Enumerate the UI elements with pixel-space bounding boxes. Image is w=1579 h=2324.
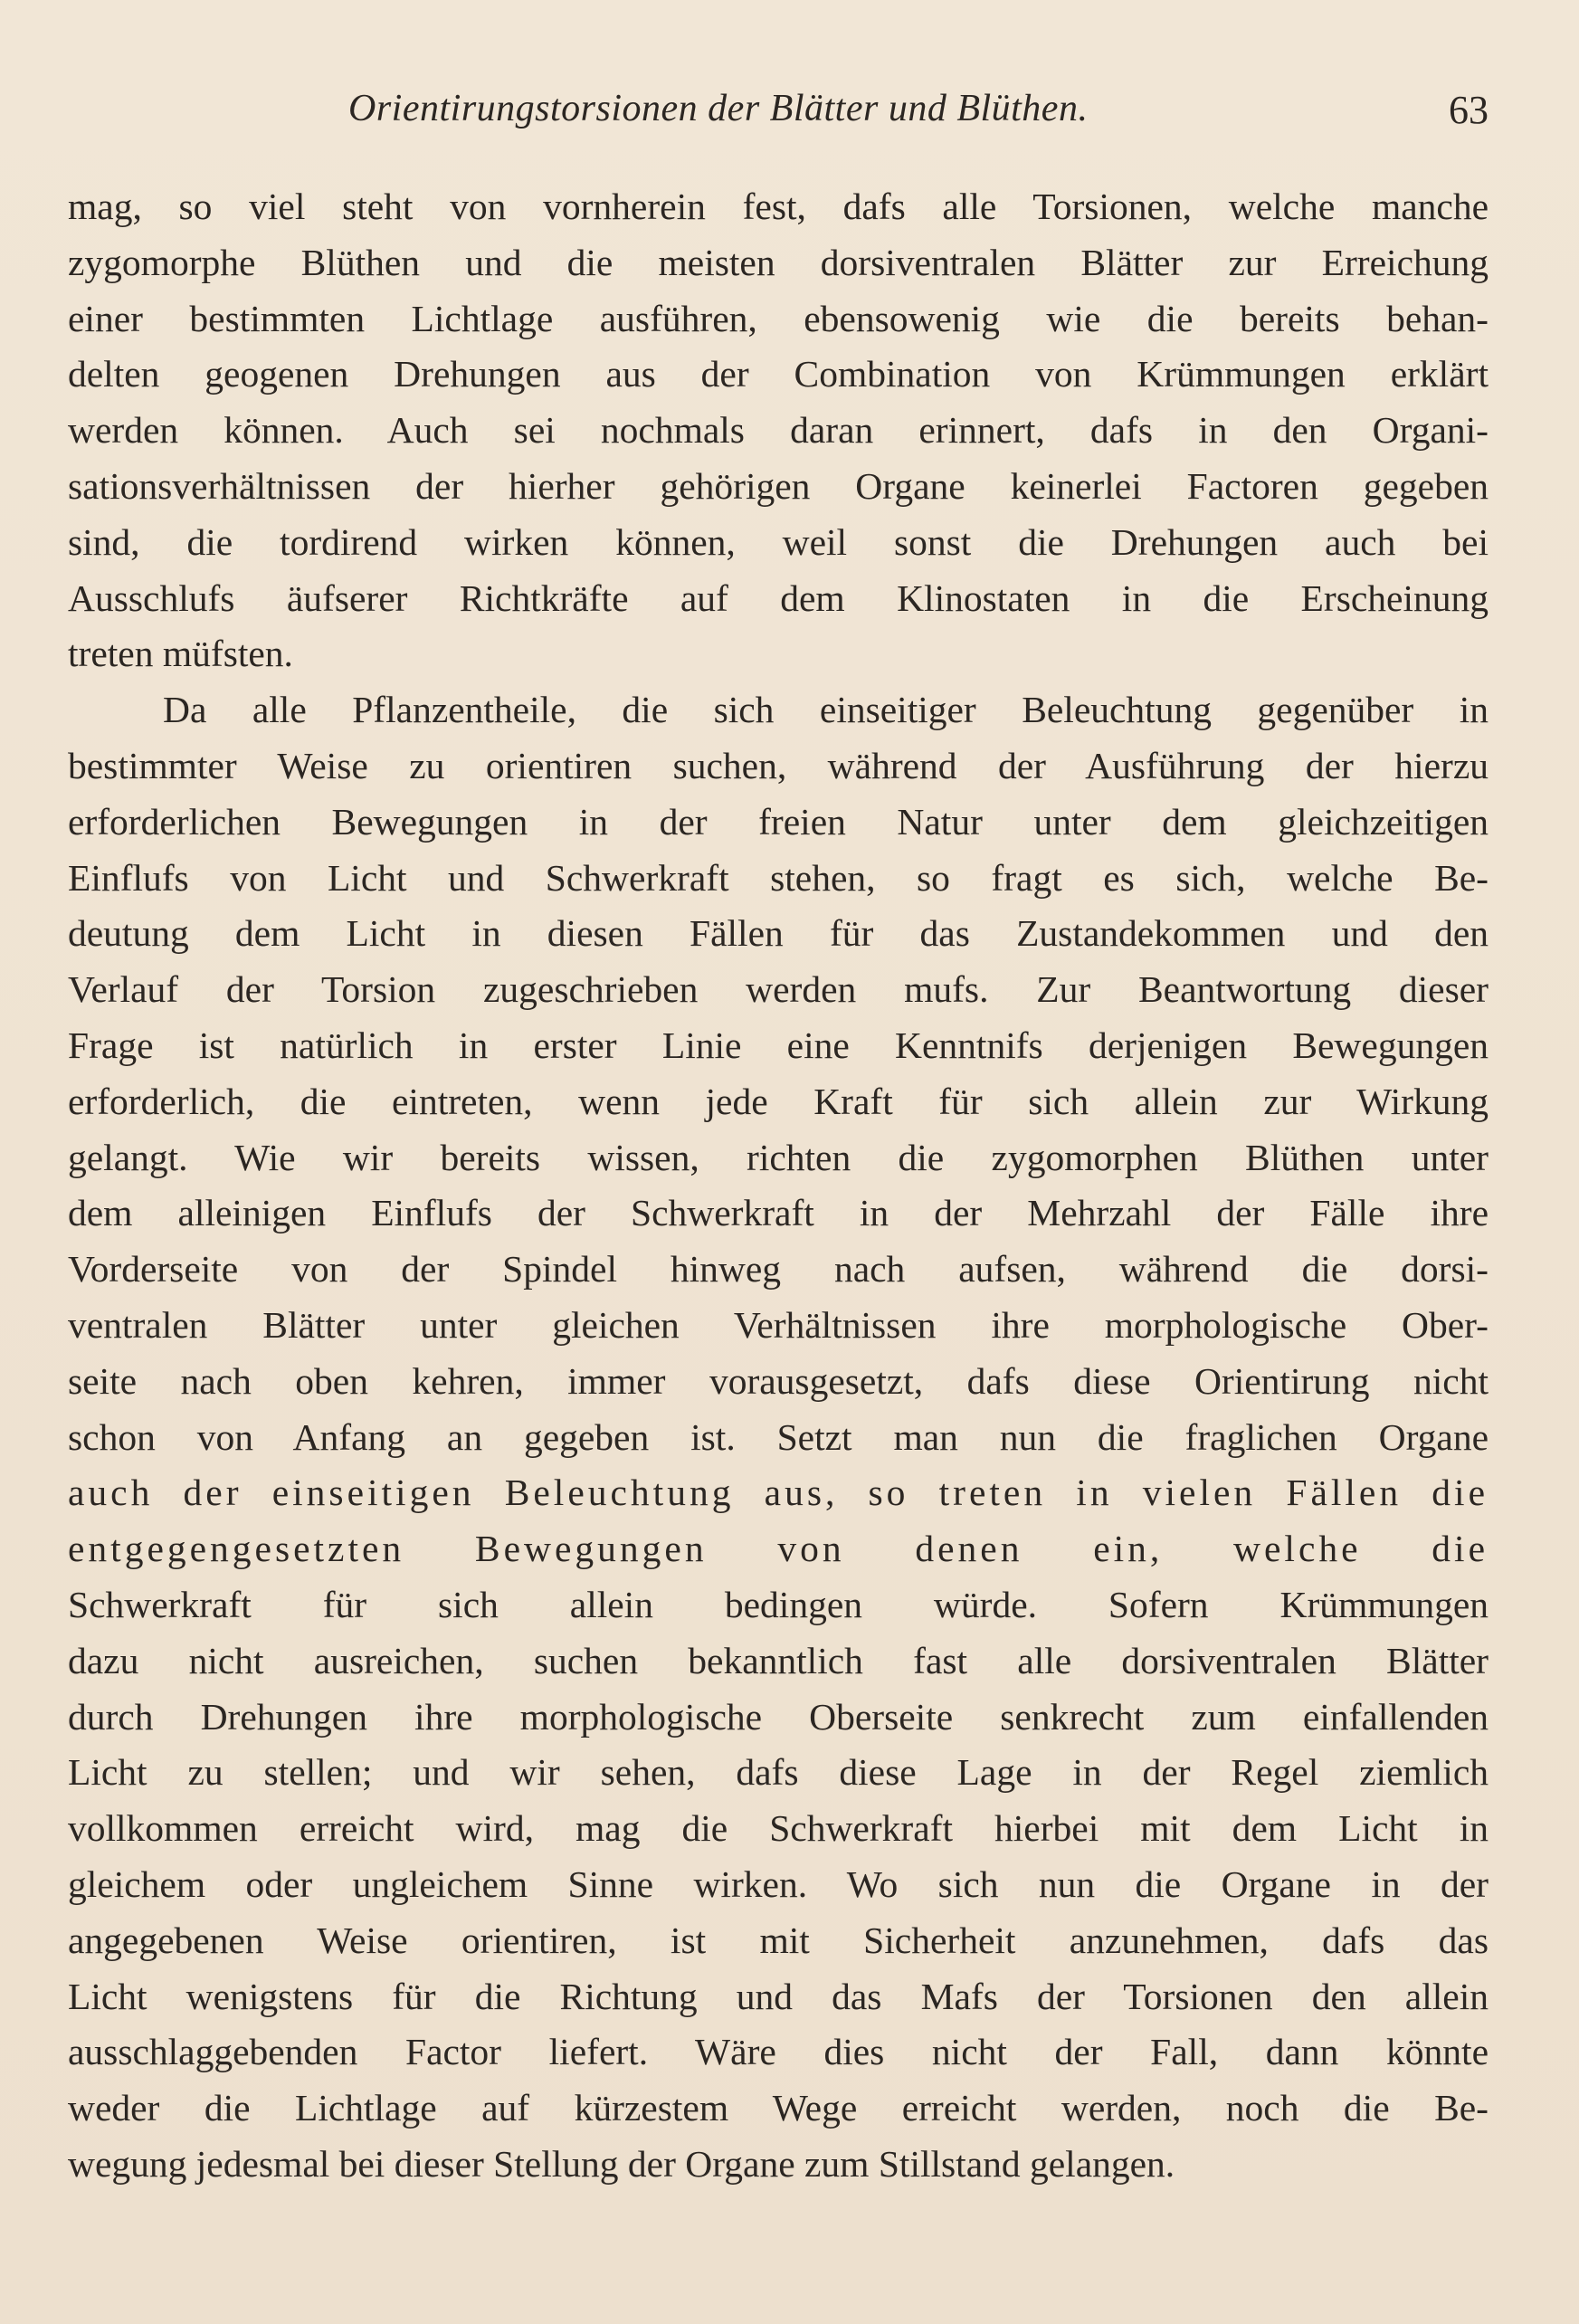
text-line-spaced: auch der einseitigen Beleuchtung aus, so treten in vielen Fällen die — [68, 1472, 1489, 1514]
paragraph-1 — [68, 179, 1489, 682]
text-line: Einflufs von Licht und Schwerkraft stehen, so fragt es sich, welche Be- — [68, 856, 1489, 899]
text-line: weder die Lichtlage auf kürzestem Wege erreicht werden, noch die Be- — [68, 2087, 1489, 2129]
text-line: erforderlichen Bewegungen in der freien Natur unter dem gleichzeitigen — [68, 800, 1489, 843]
running-head — [68, 87, 1489, 141]
text-line: vollkommen erreicht wird, mag die Schwerkraft hierbei mit dem Licht in — [68, 1807, 1489, 1850]
text-line: schon von Anfang an gegeben ist. Setzt man nun die fraglichen Organe — [68, 1415, 1489, 1458]
text-line: ausschlaggebenden Factor liefert. Wäre dies nicht der Fall, dann könnte — [68, 2031, 1489, 2073]
paragraph-2 — [68, 682, 1489, 2193]
text-line: bestimmter Weise zu orientiren suchen, während der Ausführung der hierzu — [68, 744, 1489, 786]
text-line: dazu nicht ausreichen, suchen bekanntlich fast alle dorsiventralen Blätter — [68, 1639, 1489, 1681]
text-line: einer bestimmten Lichtlage ausführen, ebensowenig wie die bereits behan- — [68, 297, 1489, 339]
text-line: sind, die tordirend wirken können, weil sonst die Drehungen auch bei — [68, 520, 1489, 563]
text-line: ventralen Blätter unter gleichen Verhältnissen ihre morphologische Ober- — [68, 1303, 1489, 1346]
text-line: erforderlich, die eintreten, wenn jede Kraft für sich allein zur Wirkung — [68, 1080, 1489, 1122]
text-line: gleichem oder ungleichem Sinne wirken. Wo sich nun die Organe in der — [68, 1862, 1489, 1905]
text-line: angegebenen Weise orientiren, ist mit Sicherheit anzunehmen, dafs das — [68, 1919, 1489, 1961]
text-line: Da alle Pflanzentheile, die sich einseitiger Beleuchtung gegenüber in — [163, 689, 1489, 731]
text-line: Vorderseite von der Spindel hinweg nach aufsen, während die dorsi- — [68, 1248, 1489, 1291]
body-text — [68, 179, 1489, 2193]
text-line: deutung dem Licht in diesen Fällen für das Zustandekommen und den — [68, 912, 1489, 955]
text-line: wegung jedesmal bei dieser Stellung der Organe zum Stillstand gelangen. — [68, 2142, 1175, 2185]
text-line: treten müfsten. — [68, 633, 293, 675]
text-line: durch Drehungen ihre morphologische Oberseite senkrecht zum einfallenden — [68, 1695, 1489, 1738]
text-line: zygomorphe Blüthen und die meisten dorsiventralen Blätter zur Erreichung — [68, 241, 1489, 283]
running-title: Orientirungstorsionen der Blätter und Blüthen. — [348, 88, 1089, 129]
text-line: Licht wenigstens für die Richtung und das Mafs der Torsionen den allein — [68, 1975, 1489, 2017]
text-line: Schwerkraft für sich allein bedingen würde. Sofern Krümmungen — [68, 1583, 1489, 1625]
text-line: dem alleinigen Einflufs der Schwerkraft in der Mehrzahl der Fälle ihre — [68, 1192, 1489, 1234]
text-line: gelangt. Wie wir bereits wissen, richten die zygomorphen Blüthen unter — [68, 1136, 1489, 1178]
text-line: seite nach oben kehren, immer vorausgesetzt, dafs diese Orientirung nicht — [68, 1359, 1489, 1402]
text-line-spaced: entgegengesetzten Bewegungen von denen ein, welche die — [68, 1528, 1489, 1570]
text-line: mag, so viel steht von vornherein fest, dafs alle Torsionen, welche manche — [68, 186, 1489, 227]
page-number: 63 — [1449, 88, 1489, 132]
text-line: werden können. Auch sei nochmals daran erinnert, dafs in den Organi- — [68, 409, 1489, 452]
text-line: delten geogenen Drehungen aus der Combination von Krümmungen erklärt — [68, 353, 1489, 395]
text-line: sationsverhältnissen der hierher gehörigen Organe keinerlei Factoren gegeben — [68, 464, 1489, 507]
text-line: Frage ist natürlich in erster Linie eine Kenntnifs derjenigen Bewegungen — [68, 1024, 1489, 1066]
text-line: Licht zu stellen; und wir sehen, dafs diese Lage in der Regel ziemlich — [68, 1751, 1489, 1794]
text-line: Ausschlufs äufserer Richtkräfte auf dem Klinostaten in die Erscheinung — [68, 576, 1489, 619]
text-line: Verlauf der Torsion zugeschrieben werden mufs. Zur Beantwortung dieser — [68, 968, 1489, 1011]
